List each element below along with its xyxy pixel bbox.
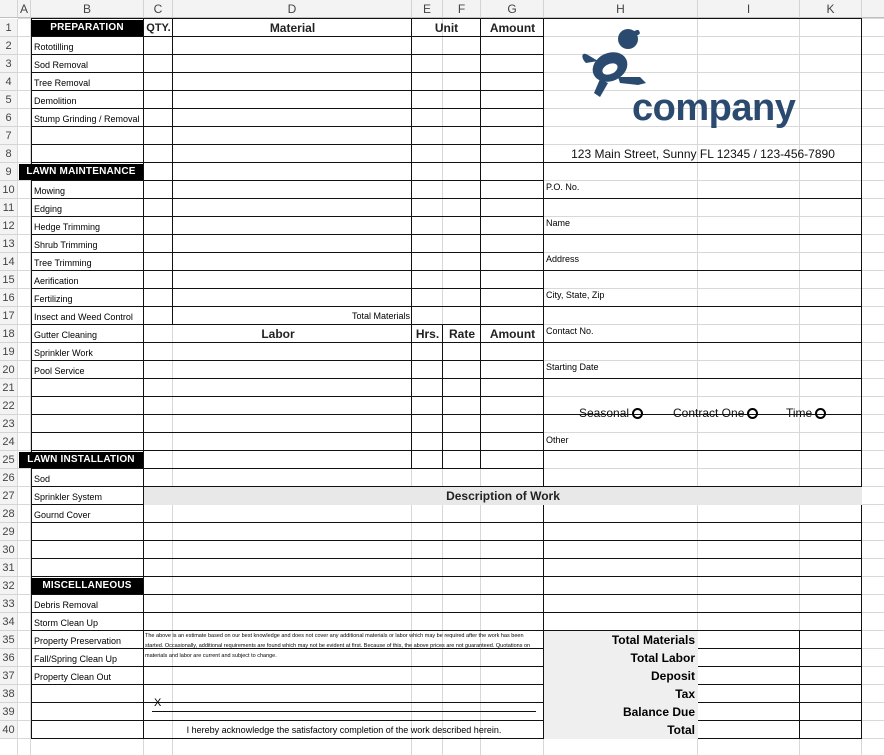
- item-label[interactable]: Debris Removal: [34, 600, 99, 610]
- border-line: [544, 576, 862, 577]
- border-line: [31, 522, 544, 523]
- item-label[interactable]: Insect and Weed Control: [34, 312, 133, 322]
- item-label[interactable]: Fertilizing: [34, 294, 73, 304]
- total-label[interactable]: Deposit: [650, 669, 695, 683]
- border-line: [544, 270, 862, 271]
- row-header[interactable]: 3: [0, 55, 18, 73]
- row-header[interactable]: 9: [0, 163, 18, 181]
- grid-line: [17, 19, 18, 755]
- item-label[interactable]: Aerification: [34, 276, 79, 286]
- border-line: [544, 450, 862, 451]
- option-contract-one-label: Contract One: [673, 406, 745, 420]
- signature-line[interactable]: [152, 711, 536, 712]
- qty-header[interactable]: QTY.: [146, 22, 171, 34]
- item-label[interactable]: Hedge Trimming: [34, 222, 101, 232]
- customer-field-label[interactable]: Name: [546, 218, 571, 228]
- border-line: [31, 288, 544, 289]
- column-header-b[interactable]: B: [31, 0, 144, 18]
- row-header[interactable]: 6: [0, 109, 18, 127]
- row-header[interactable]: 36: [0, 649, 18, 667]
- row-header[interactable]: 37: [0, 667, 18, 685]
- row-header[interactable]: 35: [0, 631, 18, 649]
- border-line: [31, 90, 544, 91]
- total-label[interactable]: Total: [667, 723, 695, 737]
- time-radio-icon[interactable]: [815, 408, 826, 419]
- row-header[interactable]: 13: [0, 235, 18, 253]
- border-line: [31, 216, 544, 217]
- row-header[interactable]: 28: [0, 505, 18, 523]
- customer-field-label[interactable]: Starting Date: [546, 362, 599, 372]
- column-header-blank: [862, 0, 884, 18]
- item-label[interactable]: Mowing: [34, 186, 66, 196]
- item-label[interactable]: Sprinkler Work: [34, 348, 93, 358]
- border-line: [544, 342, 862, 343]
- border-line: [544, 306, 862, 307]
- column-header-d[interactable]: D: [173, 0, 412, 18]
- row-header[interactable]: 30: [0, 541, 18, 559]
- border-line: [861, 19, 862, 739]
- item-label[interactable]: Gournd Cover: [34, 510, 91, 520]
- border-line: [31, 108, 544, 109]
- row-header[interactable]: 22: [0, 397, 18, 415]
- row-header[interactable]: 4: [0, 73, 18, 91]
- row-header[interactable]: 29: [0, 523, 18, 541]
- row-header[interactable]: 7: [0, 127, 18, 145]
- row-header[interactable]: 32: [0, 577, 18, 595]
- border-line: [544, 594, 862, 595]
- customer-field-label[interactable]: City, State, Zip: [546, 290, 605, 300]
- border-line: [544, 540, 862, 541]
- border-line: [544, 378, 862, 379]
- border-line: [143, 19, 144, 739]
- row-header[interactable]: 24: [0, 433, 18, 451]
- border-line: [31, 234, 544, 235]
- column-header-k[interactable]: K: [800, 0, 862, 18]
- border-line: [31, 414, 544, 415]
- section-lawn-installation[interactable]: LAWN INSTALLATION: [19, 452, 143, 468]
- total-materials-label[interactable]: Total Materials: [351, 311, 410, 321]
- row-header[interactable]: 40: [0, 721, 18, 739]
- section-preparation[interactable]: PREPARATION: [31, 20, 143, 36]
- item-label[interactable]: Property Preservation: [34, 636, 122, 646]
- option-seasonal[interactable]: [579, 404, 643, 422]
- unit-header[interactable]: Unit: [434, 21, 459, 35]
- border-line: [31, 450, 544, 451]
- signature-mark[interactable]: X: [154, 697, 162, 709]
- border-line: [31, 378, 544, 379]
- customer-field-label[interactable]: Contact No.: [546, 326, 594, 336]
- row-header[interactable]: 16: [0, 289, 18, 307]
- item-label[interactable]: Storm Clean Up: [34, 618, 99, 628]
- border-line: [544, 612, 862, 613]
- item-label[interactable]: Fall/Spring Clean Up: [34, 654, 118, 664]
- option-time-label: Time: [786, 406, 813, 420]
- border-line: [31, 432, 544, 433]
- section-lawn-maintenance[interactable]: LAWN MAINTENANCE: [19, 164, 143, 180]
- option-time[interactable]: [786, 404, 826, 422]
- total-label[interactable]: Total Labor: [630, 651, 695, 665]
- border-line: [544, 234, 862, 235]
- row-header[interactable]: 39: [0, 703, 18, 721]
- border-line: [544, 522, 862, 523]
- row-header[interactable]: 33: [0, 595, 18, 613]
- row-header[interactable]: 5: [0, 91, 18, 109]
- item-label[interactable]: Sprinkler System: [34, 492, 103, 502]
- row-header[interactable]: 21: [0, 379, 18, 397]
- column-header-f[interactable]: F: [443, 0, 481, 18]
- row-header[interactable]: 11: [0, 199, 18, 217]
- border-line: [480, 19, 481, 469]
- item-label[interactable]: Tree Removal: [34, 78, 91, 88]
- material-header[interactable]: Material: [269, 21, 316, 35]
- section-miscellaneous[interactable]: MISCELLANEOUS: [31, 578, 143, 594]
- border-line: [544, 18, 862, 19]
- customer-field-label[interactable]: P.O. No.: [546, 182, 580, 192]
- description-header[interactable]: Description of Work: [446, 489, 560, 503]
- total-label[interactable]: Tax: [675, 687, 695, 701]
- option-contract-one[interactable]: [673, 404, 758, 422]
- column-header-c[interactable]: C: [144, 0, 173, 18]
- column-header-h[interactable]: H: [544, 0, 698, 18]
- item-label[interactable]: Gutter Cleaning: [34, 330, 98, 340]
- item-label[interactable]: Rototilling: [34, 42, 74, 52]
- border-line: [31, 612, 544, 613]
- item-label[interactable]: Property Clean Out: [34, 672, 112, 682]
- item-label[interactable]: Tree Trimming: [34, 258, 92, 268]
- column-header-a[interactable]: A: [18, 0, 31, 18]
- row-header[interactable]: 17: [0, 307, 18, 325]
- option-seasonal-label: Seasonal: [579, 406, 630, 420]
- total-label[interactable]: Balance Due: [622, 705, 695, 719]
- disclaimer-text[interactable]: The above is an estimate based on our best knowledge and does not cover any additional materials or labor which may be required after the work has been started. Occasionally, additional requirements are found which may not be evident at first. Because of this, the above prices are not guaranteed. Quotations on materials and labor are current and subject to change.: [145, 633, 531, 659]
- row-header[interactable]: 34: [0, 613, 18, 631]
- column-header-i[interactable]: I: [698, 0, 800, 18]
- item-label[interactable]: Sod: [34, 474, 51, 484]
- row-header[interactable]: 27: [0, 487, 18, 505]
- corner-cell[interactable]: [0, 0, 18, 18]
- item-label[interactable]: Edging: [34, 204, 63, 214]
- row-header[interactable]: 1: [0, 19, 18, 37]
- labor-amount-header[interactable]: Amount: [489, 327, 536, 341]
- row-header[interactable]: 12: [0, 217, 18, 235]
- row-header[interactable]: 10: [0, 181, 18, 199]
- hrs-header[interactable]: Hrs.: [415, 327, 440, 341]
- border-line: [31, 702, 544, 703]
- border-line: [31, 180, 544, 181]
- row-header[interactable]: 15: [0, 271, 18, 289]
- labor-header[interactable]: Labor: [261, 327, 295, 341]
- border-line: [31, 360, 544, 361]
- border-line: [544, 558, 862, 559]
- row-header[interactable]: 38: [0, 685, 18, 703]
- acknowledgement-text[interactable]: I hereby acknowledge the satisfactory completion of the work described herein.: [186, 725, 502, 735]
- border-line: [31, 468, 544, 469]
- border-line: [31, 198, 544, 199]
- contract-one-radio-icon[interactable]: [747, 408, 758, 419]
- border-line: [172, 19, 173, 325]
- border-line: [31, 162, 544, 163]
- row-header[interactable]: 19: [0, 343, 18, 361]
- border-line: [31, 576, 544, 577]
- border-line: [31, 252, 544, 253]
- column-header-e[interactable]: E: [412, 0, 443, 18]
- border-line: [31, 270, 544, 271]
- row-header[interactable]: 20: [0, 361, 18, 379]
- border-line: [31, 558, 544, 559]
- seasonal-radio-icon[interactable]: [632, 408, 643, 419]
- item-label[interactable]: Pool Service: [34, 366, 85, 376]
- row-header[interactable]: 25: [0, 451, 18, 469]
- row-header[interactable]: 14: [0, 253, 18, 271]
- row-header[interactable]: 2: [0, 37, 18, 55]
- item-label[interactable]: Sod Removal: [34, 60, 89, 70]
- border-line: [31, 594, 544, 595]
- item-label[interactable]: Shrub Trimming: [34, 240, 98, 250]
- border-line: [31, 306, 544, 307]
- border-line: [411, 19, 412, 469]
- border-line: [442, 325, 443, 469]
- rate-header[interactable]: Rate: [448, 327, 475, 341]
- border-line: [31, 144, 544, 145]
- company-name: company: [632, 87, 796, 129]
- border-line: [31, 396, 544, 397]
- item-label[interactable]: Demolition: [34, 96, 77, 106]
- border-line: [799, 631, 800, 739]
- border-line: [31, 54, 544, 55]
- other-label[interactable]: Other: [546, 435, 569, 445]
- company-address[interactable]: 123 Main Street, Sunny FL 12345 / 123-456-7890: [571, 147, 835, 161]
- column-header-g[interactable]: G: [481, 0, 544, 18]
- total-label[interactable]: Total Materials: [611, 633, 695, 647]
- border-line: [544, 198, 862, 199]
- row-header[interactable]: 26: [0, 469, 18, 487]
- row-header[interactable]: 18: [0, 325, 18, 343]
- row-header[interactable]: 8: [0, 145, 18, 163]
- amount-header[interactable]: Amount: [489, 21, 536, 35]
- border-line: [31, 72, 544, 73]
- row-header[interactable]: 23: [0, 415, 18, 433]
- row-header[interactable]: 31: [0, 559, 18, 577]
- border-line: [31, 19, 32, 739]
- customer-field-label[interactable]: Address: [546, 254, 580, 264]
- item-label[interactable]: Stump Grinding / Removal: [34, 114, 140, 124]
- border-line: [31, 540, 544, 541]
